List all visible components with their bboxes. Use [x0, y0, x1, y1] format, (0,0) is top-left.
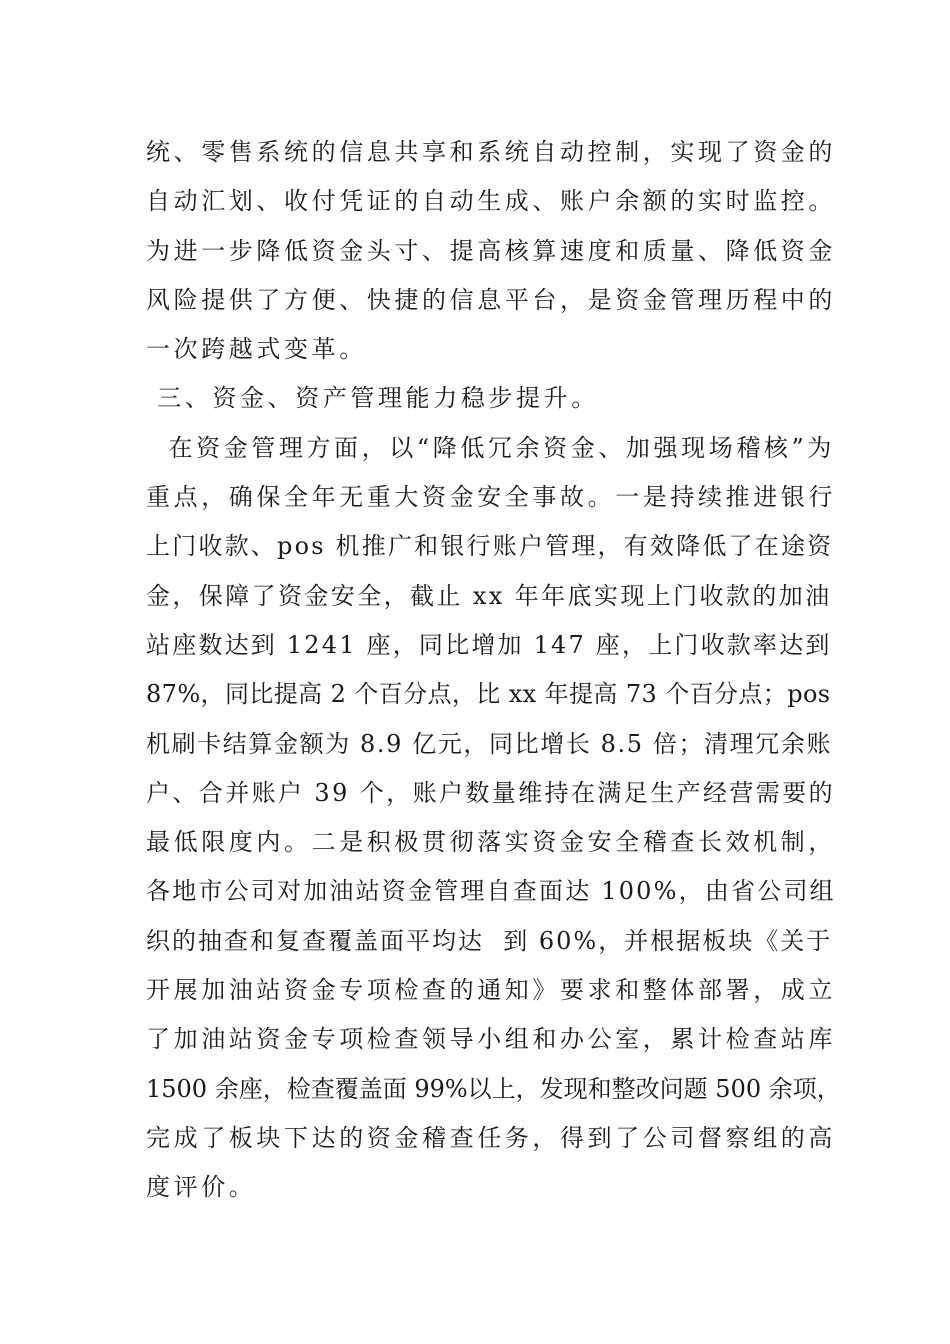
- text-line: 风险提供了方便、快捷的信息平台，是资金管理历程中的: [146, 285, 836, 314]
- text-line: 1500 余座，检查覆盖面 99%以上，发现和整改问题 500 余项，: [146, 1074, 841, 1103]
- text-line: 度评价。: [146, 1173, 257, 1202]
- text-line: 87%，同比提高 2 个百分点，比 xx 年提高 73 个百分点；pos: [146, 680, 831, 709]
- section-heading: 三、资金、资产管理能力稳步提升。: [146, 384, 599, 413]
- document-body: [146, 128, 841, 1213]
- text-line: 为进一步降低资金头寸、提高核算速度和质量、降低资金: [146, 236, 836, 265]
- text-line: 统、零售系统的信息共享和系统自动控制，实现了资金的: [146, 138, 836, 166]
- text-line: 开展加油站资金专项检查的通知》要求和整体部署，成立: [146, 976, 836, 1005]
- text-line: 户、合并账户 39 个，账户数量维持在满足生产经营需要的: [146, 778, 835, 807]
- text-line: 了加油站资金专项检查领导小组和办公室，累计检查站库: [146, 1025, 836, 1054]
- text-line: 机刷卡结算金额为 8.9 亿元，同比增长 8.5 倍；清理冗余账: [146, 729, 833, 758]
- text-line: 上门收款、pos 机推广和银行账户管理，有效降低了在途资: [146, 532, 834, 561]
- text-line: 金，保障了资金安全，截止 xx 年年底实现上门收款的加油: [146, 581, 832, 610]
- text-line: 自动汇划、收付凭证的自动生成、账户余额的实时监控。: [146, 187, 836, 216]
- text-line: 各地市公司对加油站资金管理自查面达 100%，由省公司组: [146, 877, 836, 906]
- text-line: 站座数达到 1241 座，同比增加 147 座，上门收款率达到: [146, 630, 832, 659]
- text-line: 最低限度内。二是积极贯彻落实资金安全稽查长效机制，: [146, 828, 836, 857]
- text-line: 一次跨越式变革。: [146, 335, 367, 364]
- text-line: 织的抽查和复查覆盖面平均达 到 60%，并根据板块《关于: [146, 926, 833, 955]
- text-line: 重点，确保全年无重大资金安全事故。一是持续推进银行: [146, 483, 836, 512]
- text-line: 完成了板块下达的资金稽查任务，得到了公司督察组的高: [146, 1123, 836, 1152]
- text-line: 在资金管理方面，以“降低冗余资金、加强现场稽核”为: [146, 433, 835, 462]
